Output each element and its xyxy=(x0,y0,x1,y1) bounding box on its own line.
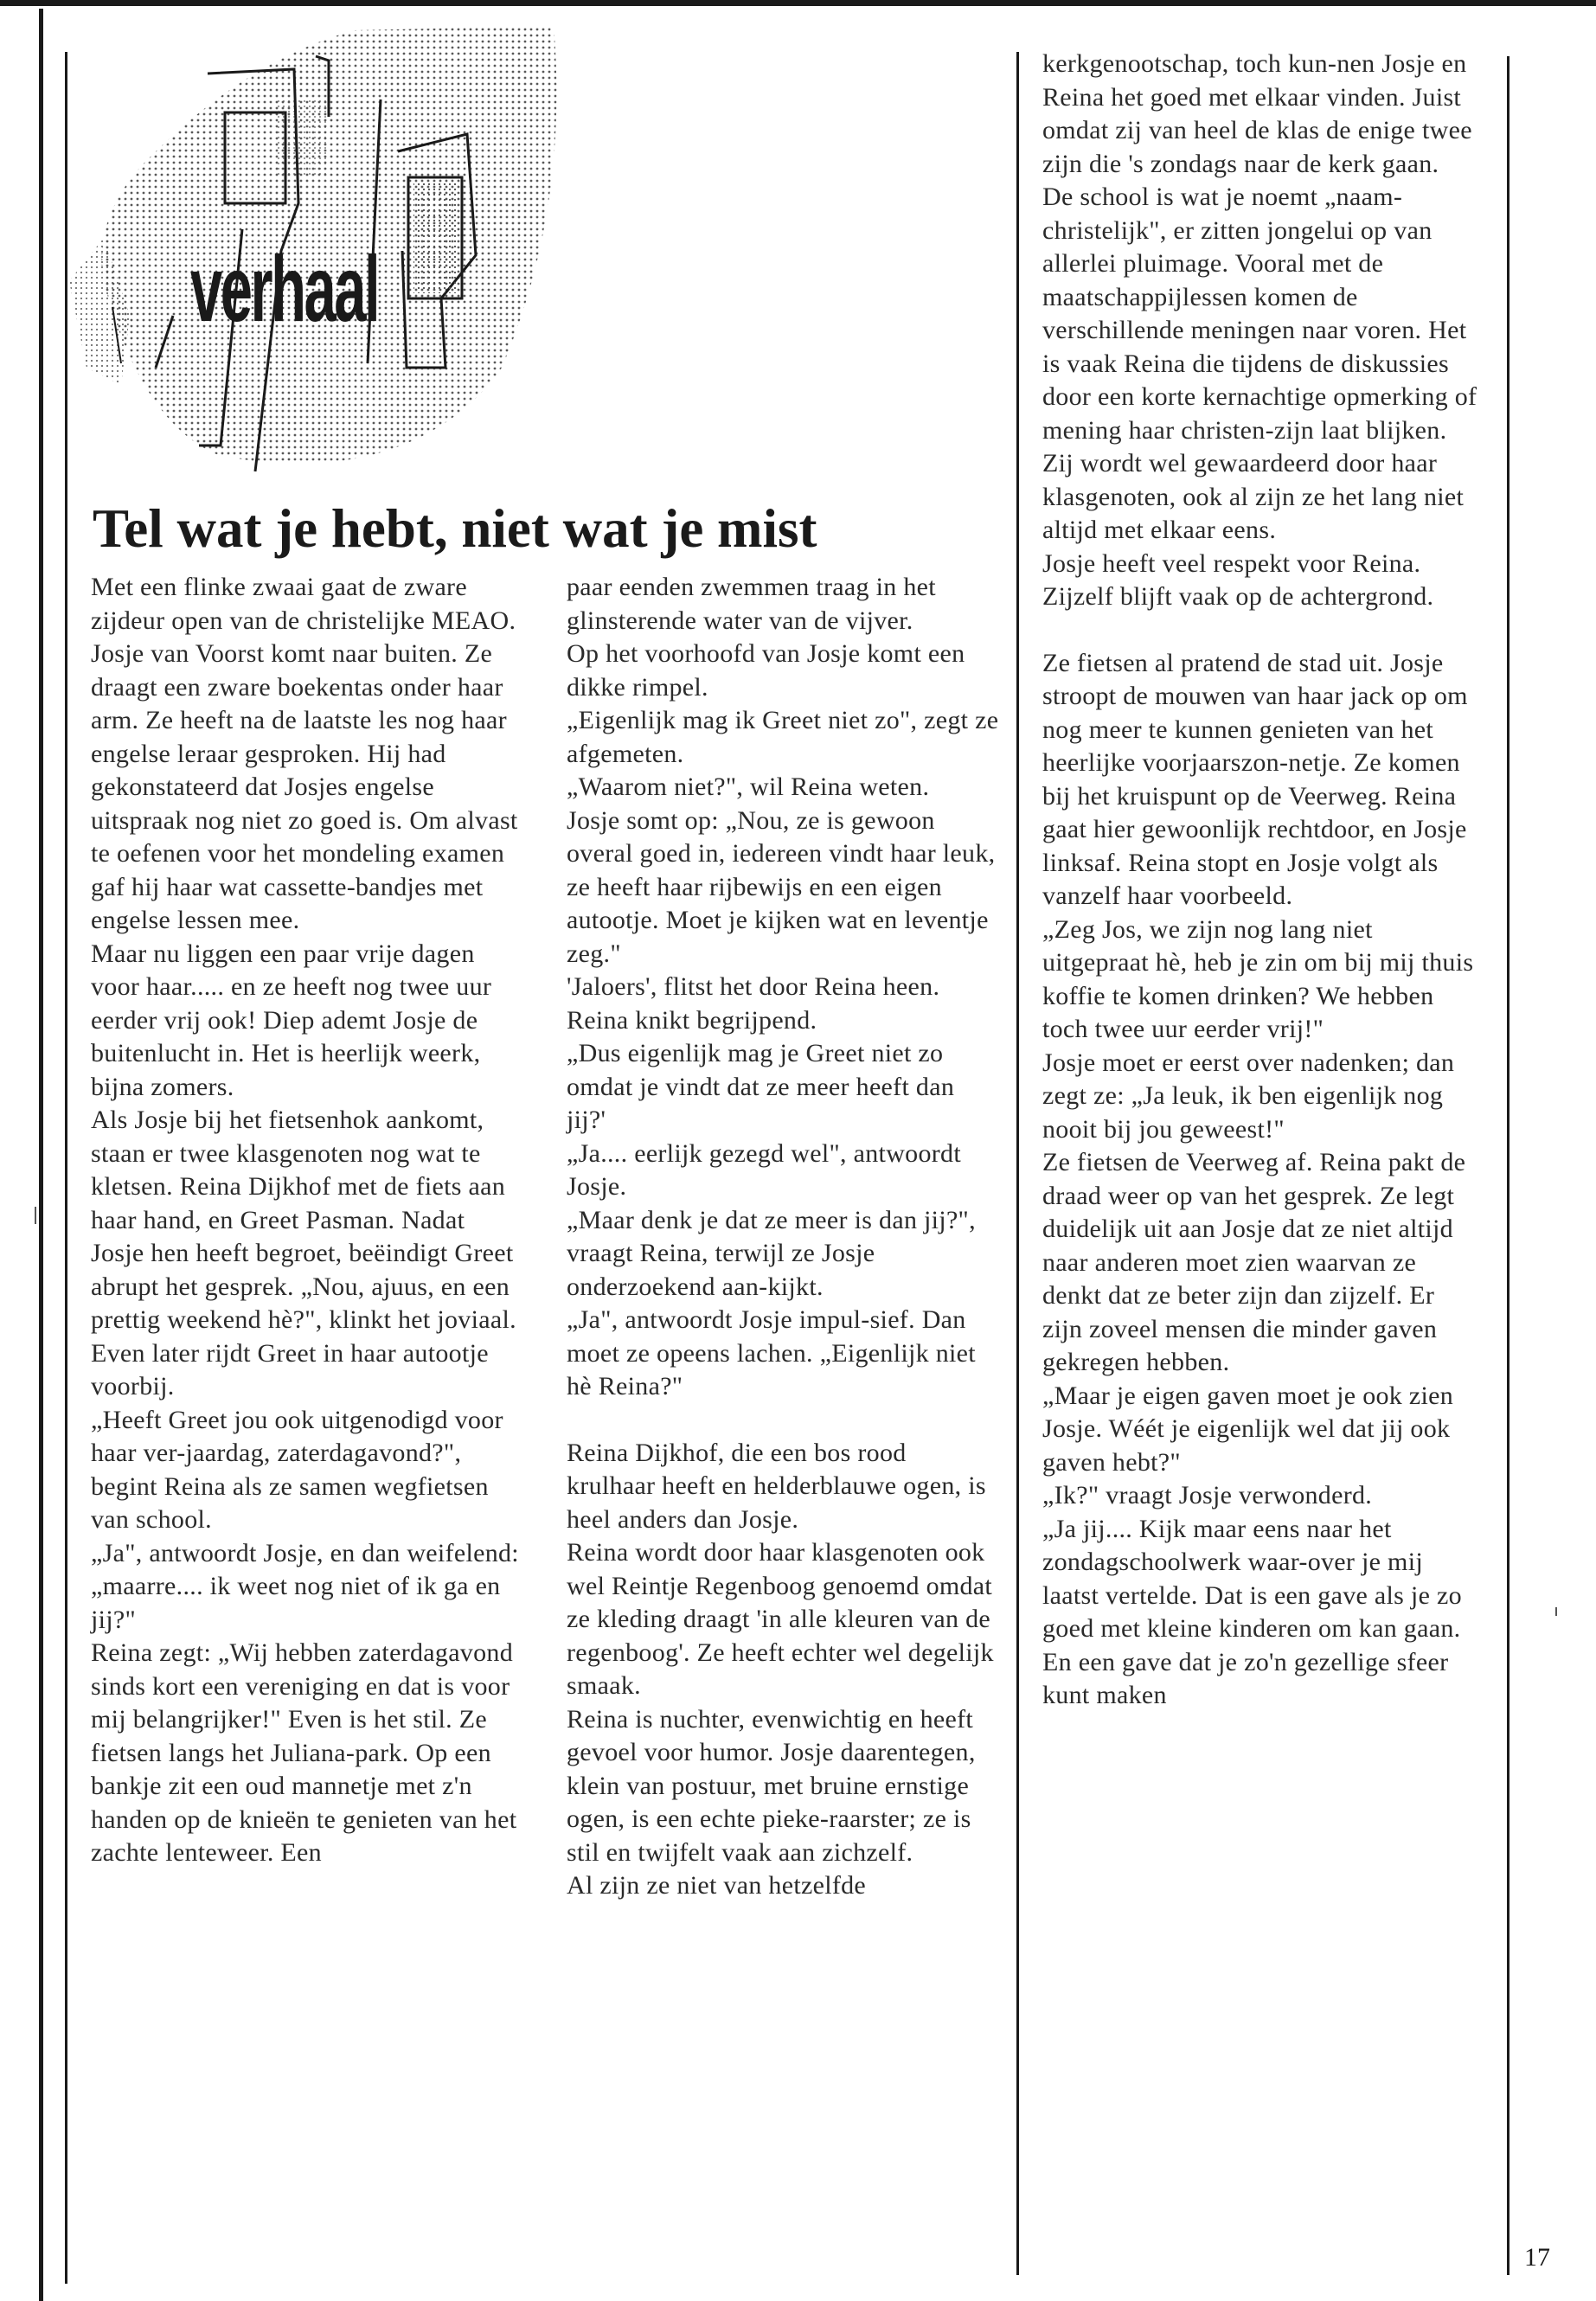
right-column-rule xyxy=(1507,56,1509,2275)
section-label: verhaal xyxy=(190,236,379,341)
text-column-1 xyxy=(91,571,523,1870)
paragraph: „Maar je eigen gaven moet je ook zien Josje. Wéét je eigenlijk wel dat jij ook gaven hebt?" xyxy=(1042,1381,1454,1477)
paragraph: 'Jaloers', flitst het door Reina heen. Reina knikt begrijpend. xyxy=(567,972,940,1035)
paragraph: „Waarom niet?", wil Reina weten. xyxy=(567,772,930,801)
paragraph: Als Josje bij het fietsenhok aankomt, staan er twee klasgenoten nog wat te kletsen. Reina Dijkhof met de fiets aan haar hand, en Greet Pasman. Nadat Josje hen heeft begroet, beëindigt Greet abrupt het gesprek. „Nou, ajuus, en een prettig weekend hè?", klinkt het joviaal. Even later rijdt Greet in haar autootje voorbij. xyxy=(91,1106,516,1400)
paragraph: Reina wordt door haar klasgenoten ook wel Reintje Regenboog genoemd omdat ze kleding draagt 'in alle kleuren van de regenboog'. Ze heeft echter wel degelijk smaak. xyxy=(567,1538,994,1700)
text-column-2 xyxy=(567,571,999,1903)
paragraph: paar eenden zwemmen traag in het glinsterende water van de vijver. xyxy=(567,573,936,635)
paragraph: „Ja.... eerlijk gezegd wel", antwoordt Josje. xyxy=(567,1138,961,1201)
paragraph: „Dus eigenlijk mag je Greet niet zo omdat je vindt dat ze meer heeft dan jij?' xyxy=(567,1039,955,1134)
section-logo xyxy=(69,22,588,489)
paragraph: Al zijn ze niet van hetzelfde xyxy=(567,1871,867,1900)
paragraph: „Zeg Jos, we zijn nog lang niet uitgepraat hè, heb je zin om bij mij thuis koffie te komen drinken? We hebben toch twee uur eerder vrij!" xyxy=(1042,914,1474,1043)
paragraph: Reina is nuchter, evenwichtig en heeft gevoel voor humor. Josje daarentegen, klein van postuur, met bruine ernstige ogen, is een echte pieke-raarster; ze is stil en twijfelt vaak aan zichzelf. xyxy=(567,1704,976,1867)
paragraph: De school is wat je noemt „naam-christelijk", er zitten jongelui op van allerlei pluimage. Vooral met de maatschappijlessen komen de verschillende meningen naar voren. Het is vaak Reina die tijdens de diskussies door een korte kernachtige opmerking of mening haar christen-zijn laat blijken. Zij wordt wel gewaardeerd door haar klasgenoten, ook al zijn ze het lang niet altijd met elkaar eens. xyxy=(1042,183,1477,544)
paragraph: „Eigenlijk mag ik Greet niet zo", zegt ze afgemeten. xyxy=(567,706,999,768)
paragraph: Reina Dijkhof, die een bos rood krulhaar heeft en helderblauwe ogen, is heel anders dan Josje. xyxy=(567,1438,986,1534)
text-column-3 xyxy=(1042,48,1479,1713)
paragraph: „Ik?" vraagt Josje verwonderd. xyxy=(1042,1481,1373,1509)
paragraph: kerkgenootschap, toch kun-nen Josje en Reina het goed met elkaar vinden. Juist omdat zij van heel de klas de enige twee zijn die 's zondags naar de kerk gaan. xyxy=(1042,49,1472,178)
margin-mark xyxy=(35,1207,36,1224)
left-margin-rule xyxy=(39,9,43,2301)
paragraph: Josje somt op: „Nou, ze is gewoon overal goed in, iedereen vindt haar leuk, ze heeft haar rijbewijs en een eigen autootje. Moet je kijken wat en leventje zeg." xyxy=(567,805,996,968)
paragraph: „Ja jij.... Kijk maar eens naar het zondagschoolwerk waar-over je mij laatst vertelde. Dat is een gave als je zo goed met kleine kinderen om kan gaan. En een gave dat je zo'n gezellige sfeer kunt maken xyxy=(1042,1514,1462,1709)
page-number: 17 xyxy=(1524,2243,1550,2272)
paragraph: Ze fietsen al pratend de stad uit. Josje stroopt de mouwen van haar jack op om nog meer te kunnen genieten van het heerlijke voorjaarszon-netje. Ze komen bij het kruispunt op de Veerweg. Reina gaat hier gewoonlijk rechtdoor, en Josje linksaf. Reina stopt en Josje volgt als vanzelf haar voorbeeld. xyxy=(1042,648,1468,910)
paragraph: „Heeft Greet jou ook uitgenodigd voor haar ver-jaardag, zaterdagavond?", begint Reina als ze samen wegfietsen van school. xyxy=(91,1405,503,1534)
left-column-rule xyxy=(65,52,67,2284)
column-divider xyxy=(1016,52,1019,2275)
paragraph: Op het voorhoofd van Josje komt een dikke rimpel. xyxy=(567,639,965,702)
paragraph: Maar nu liggen een paar vrije dagen voor haar..... en ze heeft nog twee uur eerder vrij ook! Diep ademt Josje de buitenlucht in. Het is heerlijk weerk, bijna zomers. xyxy=(91,939,492,1101)
paragraph: Ze fietsen de Veerweg af. Reina pakt de draad weer op van het gesprek. Ze legt duidelijk uit aan Josje dat ze niet altijd naar anderen moet zien waarvan ze denkt dat ze beter zijn dan zijzelf. Er zijn zoveel mensen die minder gaven gekregen hebben. xyxy=(1042,1148,1466,1376)
paragraph: „Maar denk je dat ze meer is dan jij?", vraagt Reina, terwijl ze Josje onderzoekend aan-kijkt. xyxy=(567,1205,976,1301)
paragraph: Met een flinke zwaai gaat de zware zijdeur open van de christelijke MEAO. Josje van Voorst komt naar buiten. Ze draagt een zware boekentas onder haar arm. Ze heeft na de laatste les nog haar engelse leraar gesproken. Hij had gekonstateerd dat Josjes engelse uitspraak nog niet zo goed is. Om alvast te oefenen voor het mondeling examen gaf hij haar wat cassette-bandjes met engelse lessen mee. xyxy=(91,573,518,934)
paragraph: „Ja", antwoordt Josje impul-sief. Dan moet ze opeens lachen. „Eigenlijk niet hè Reina?" xyxy=(567,1305,976,1400)
top-rule xyxy=(0,0,1596,6)
paragraph: Josje heeft veel respekt voor Reina. Zijzelf blijft vaak op de achtergrond. xyxy=(1042,548,1434,611)
article-headline: Tel wat je hebt, niet wat je mist xyxy=(93,498,817,559)
paragraph: Josje moet er eerst over nadenken; dan zegt ze: „Ja leuk, ik ben eigenlijk nog nooit bij jou geweest!" xyxy=(1042,1048,1455,1144)
margin-mark xyxy=(1555,1607,1557,1616)
paragraph: „Ja", antwoordt Josje, en dan weifelend: „maarre.... ik weet nog niet of ik ga en jij?" xyxy=(91,1538,519,1634)
paragraph: Reina zegt: „Wij hebben zaterdagavond sinds kort een vereniging en dat is voor mij belangrijker!" Even is het stil. Ze fietsen langs het Juliana-park. Op een bankje zit een oud mannetje met z'n handen op de knieën te genieten van het zachte lenteweer. Een xyxy=(91,1638,517,1867)
